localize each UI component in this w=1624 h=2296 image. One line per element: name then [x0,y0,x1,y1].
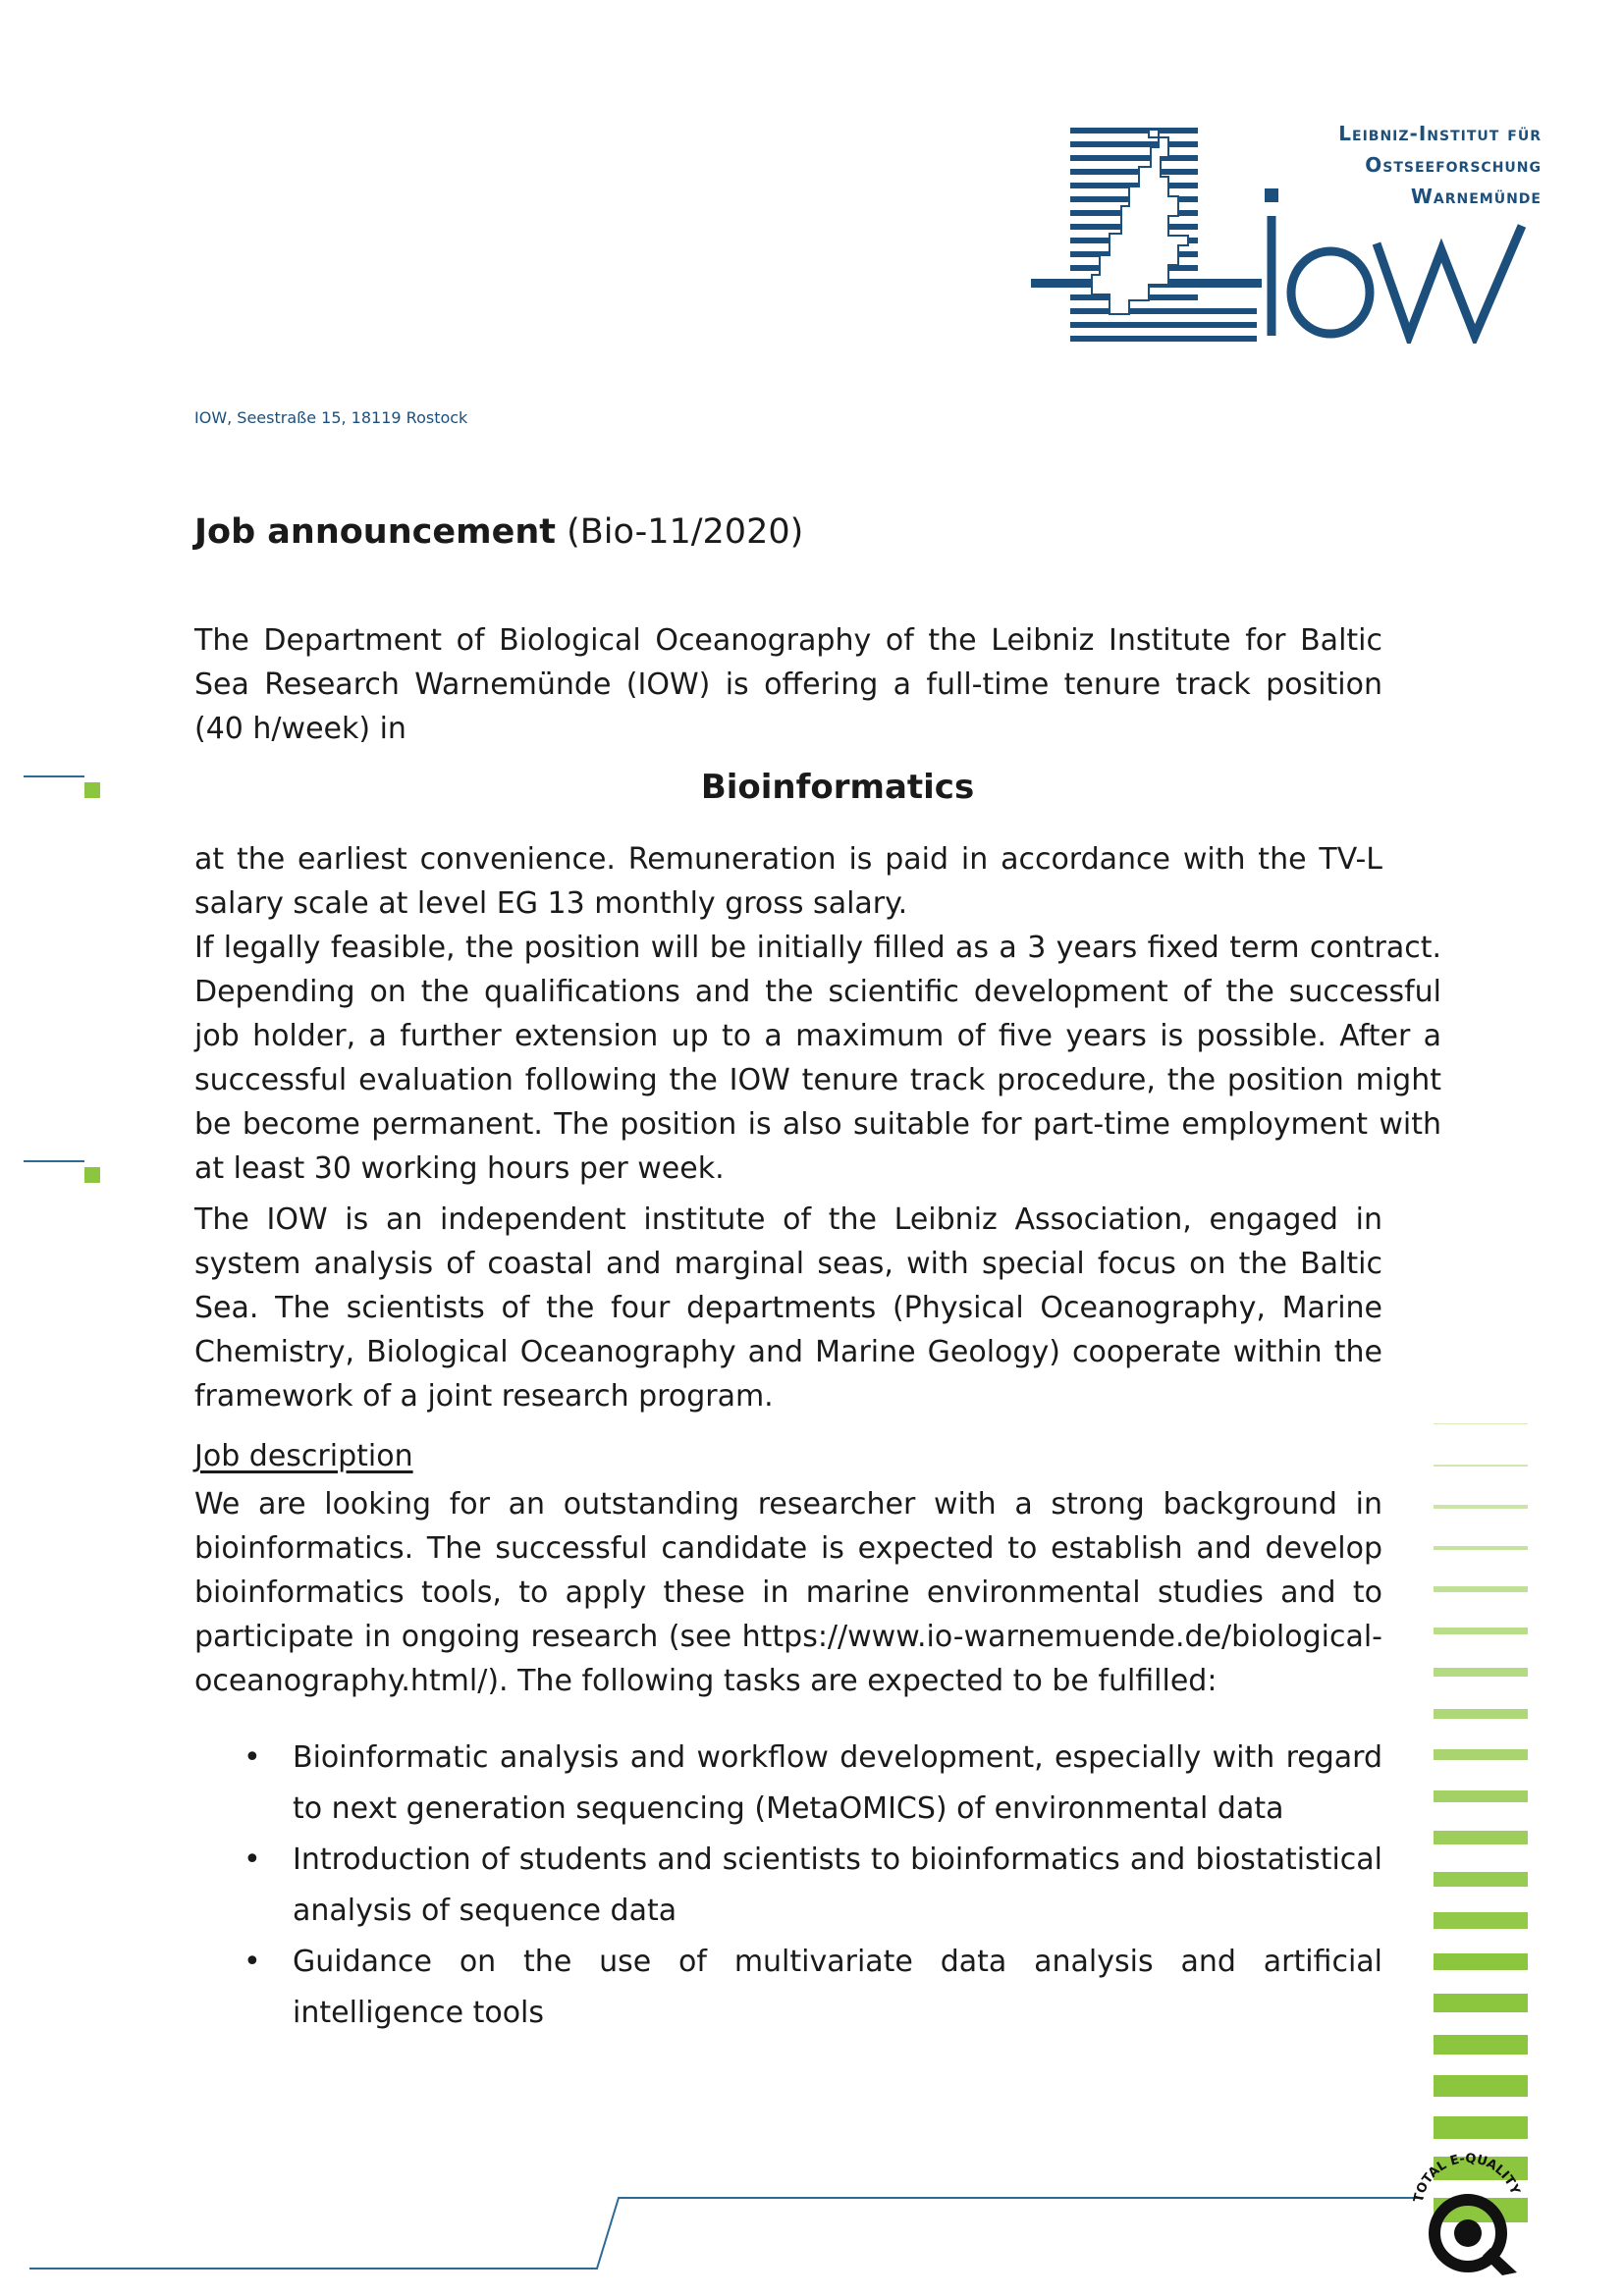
institute-paragraph: The IOW is an independent institute of the Leibniz Association, engaged in system analysis of coastal and marginal seas, with special focus on the Baltic Sea. The scientists of the four departments (Physical Oceanography, Marine Chemistry, Biological Oceanography and Marine Geology) cooperate within the framework of a joint research program. [194,1202,1382,1414]
institute-name-line3: Warnemünde [1410,185,1542,208]
green-bar [1434,1628,1528,1635]
fold-mark-line [24,775,84,777]
green-bar [1434,1831,1528,1844]
green-bar [1434,1953,1528,1971]
job-description-paragraph: We are looking for an outstanding researcher with a strong background in bioinformatics. The successful candidate is expected to establish and develop bioinformatics tools, to apply these in marine environmental studies and to participate in ongoing research (see https://www.io-warnemuende.de/biological-oceanography.html/). The following tasks are expected to be fulfilled: [194,1487,1382,1698]
iow-logo [1031,118,1542,344]
fold-mark-square [84,782,100,798]
green-bar [1434,1668,1528,1677]
logo-arc-text: TOTAL E-QUALITY [1411,2151,1523,2204]
institute-name-line1: Leibniz-Institut für [1338,122,1542,145]
list-item: • Guidance on the use of multivariate data analysis and artificial intelligence tools [244,1937,1382,2039]
green-bar [1434,1465,1528,1467]
page-title [194,512,803,552]
footer-line-decoration [29,2184,1424,2272]
green-bar [1434,1994,1528,2012]
green-bar [1434,2035,1528,2056]
total-e-quality-icon [1404,2140,1532,2277]
bullet-icon: • [244,1740,261,1775]
fold-mark-line [24,1160,84,1162]
green-bar [1434,1586,1528,1592]
green-bar [1434,1546,1528,1551]
sender-address: IOW, Seestraße 15, 18119 Rostock [194,408,468,427]
green-bar [1434,1423,1528,1424]
green-bar [1434,1790,1528,1803]
title-main: Job announcement [194,512,556,552]
institute-name-line2: Ostseeforschung [1365,153,1542,177]
list-item: • Bioinformatic analysis and workflow development, especially with regard to next generation sequencing (MetaOMICS) of environmental data [244,1733,1382,1835]
green-bar [1434,1709,1528,1719]
green-bar [1434,1505,1528,1509]
position-title: Bioinformatics [700,768,975,807]
total-e-quality-logo [1404,2140,1532,2277]
green-bar [1434,2116,1528,2139]
job-description-heading: Job description [194,1439,413,1473]
fold-mark-square [84,1167,100,1183]
task-list [244,1733,1382,2039]
green-bar [1434,1872,1528,1887]
green-bar [1434,1912,1528,1929]
green-bar [1434,1749,1528,1760]
list-item: • Introduction of students and scientists to bioinformatics and biostatistical analysis of sequence data [244,1835,1382,1937]
green-bar [1434,2075,1528,2097]
title-reference: (Bio-11/2020) [567,512,804,552]
contract-paragraph: If legally feasible, the position will be initially filled as a 3 years fixed term contract. Depending on the qualifications and the scientific development of the successful job holder, a further extension up to a maximum of five years is possible. After a successful evaluation following the IOW tenure track procedure, the position might be become permanent. The position is also suitable for part-time employment with at least 30 working hours per week. [194,931,1441,1186]
bullet-icon: • [244,1842,261,1877]
intro-paragraph: The Department of Biological Oceanography of the Leibniz Institute for Baltic Sea Research Warnemünde (IOW) is offering a full-time tenure track position (40 h/week) in [194,623,1382,746]
remuneration-paragraph: at the earliest convenience. Remuneration is paid in accordance with the TV-L salary scale at level EG 13 monthly gross salary. [194,842,1382,921]
bullet-icon: • [244,1945,261,1979]
